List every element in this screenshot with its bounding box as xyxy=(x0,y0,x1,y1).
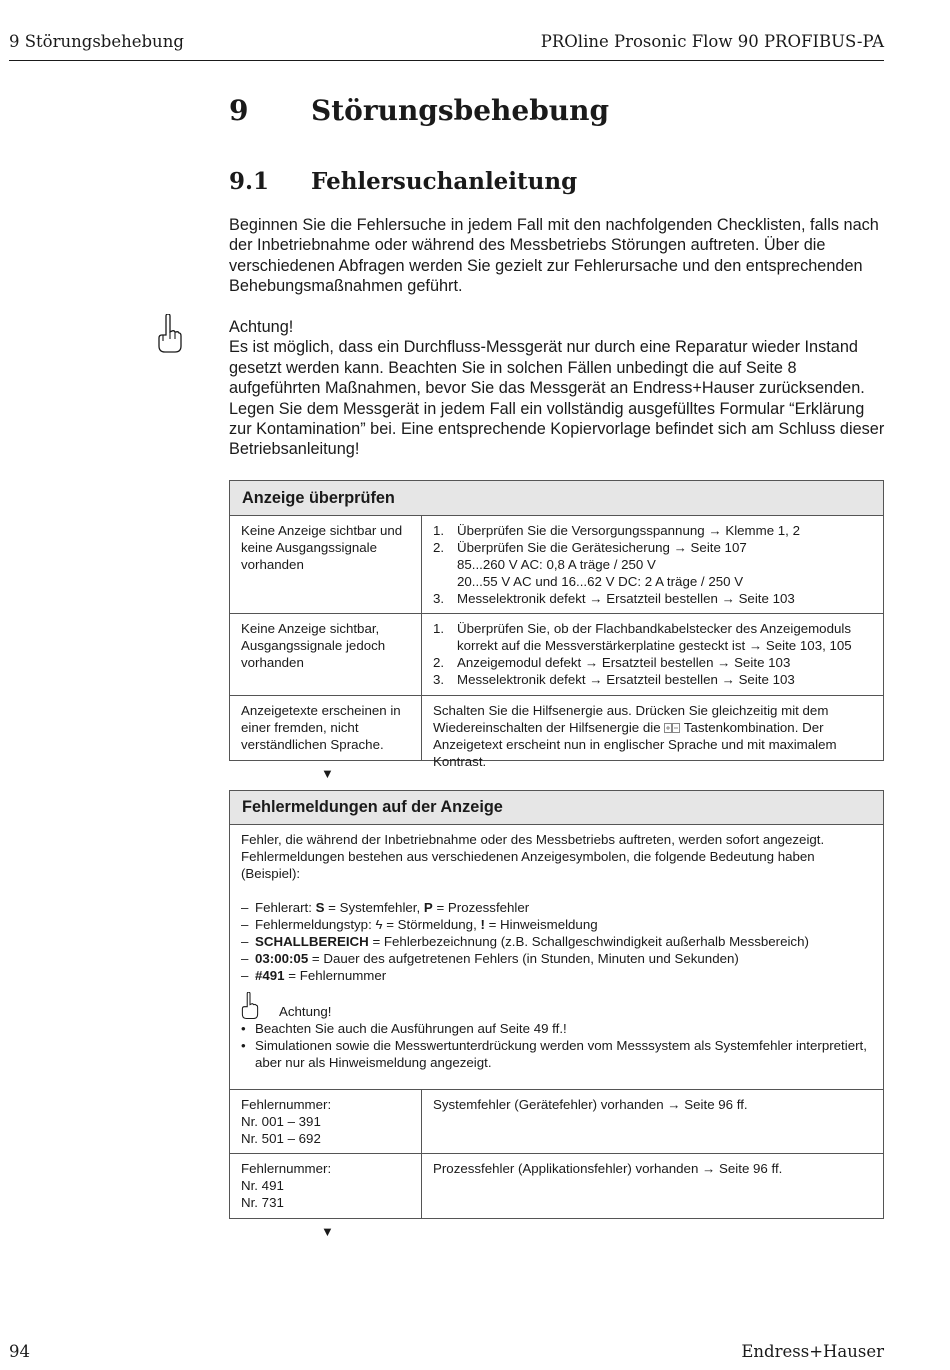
error-messages-title: Fehlermeldungen auf der Anzeige xyxy=(230,791,883,825)
list-item: 2. Überprüfen Sie die Gerätesicherung → Seite 107 xyxy=(433,540,747,555)
flow-arrow-down: ▼ xyxy=(321,1224,334,1239)
cause-cell: Anzeigetexte erscheinen in einer fremden, nicht verständlichen Sprache. xyxy=(230,696,422,760)
table-row xyxy=(230,614,883,696)
list-item: – Fehlermeldungstyp: ϟ = Störmeldung, ! = Hinweismeldung xyxy=(241,917,598,932)
table-row xyxy=(230,696,883,769)
running-header-chapter: 9 Störungsbehebung xyxy=(9,32,184,51)
error-number-cell: Fehlernummer: Nr. 001 – 391 Nr. 501 – 692 xyxy=(230,1090,422,1153)
error-type-cell: Prozessfehler (Applikationsfehler) vorhanden → Seite 96 ff. xyxy=(433,1161,783,1176)
list-item: 20...55 V AC und 16...62 V DC: 2 A träge / 250 V xyxy=(457,574,744,589)
page-number: 94 xyxy=(9,1342,30,1361)
list-item: 1. Überprüfen Sie, ob der Flachbandkabelstecker des Anzeigemoduls korrekt auf die Messverstärkerplatine gesteckt ist → Seite 103, 105 xyxy=(433,621,852,653)
section-title: Fehlersuchanleitung xyxy=(311,168,578,195)
remedy-cell xyxy=(422,516,883,613)
error-messages-table xyxy=(229,790,884,1219)
warning-title: Achtung! xyxy=(229,318,294,336)
error-messages-description xyxy=(230,825,883,1090)
cause-cell: Keine Anzeige sichtbar, Ausgangssignale jedoch vorhanden xyxy=(230,614,422,695)
pointing-hand-icon xyxy=(157,314,183,354)
remedy-cell xyxy=(422,614,883,695)
warning-block xyxy=(229,317,885,460)
list-item: – SCHALLBEREICH = Fehlerbezeichnung (z.B. Schallgeschwindigkeit außerhalb Messbereich) xyxy=(241,934,809,949)
lightning-icon: ϟ xyxy=(375,917,383,932)
running-header-product: PROline Prosonic Flow 90 PROFIBUS-PA xyxy=(540,32,884,51)
chapter-title: Störungsbehebung xyxy=(311,94,610,127)
pointing-hand-icon xyxy=(241,992,259,1020)
warning-text: Es ist möglich, dass ein Durchfluss-Messgerät nur durch eine Reparatur wieder Instand gesetzt werden kann. Beachten Sie in solchen Fällen unbedingt die auf Seite 8 aufgeführten Maßnahmen, bevor Sie das Messgerät an Endress+Hauser zurücksenden. Legen Sie dem Messgerät in jedem Fall ein vollständig ausgefülltes Formular “Erklärung zur Kontamination” bei. Eine entsprechende Kopiervorlage befindet sich am Schluss dieser Betriebsanleitung! xyxy=(229,338,885,459)
list-item: 3. Messelektronik defekt → Ersatzteil bestellen → Seite 103 xyxy=(433,591,795,606)
list-item: – Fehlerart: S = Systemfehler, P = Prozessfehler xyxy=(241,900,530,915)
list-item: – 03:00:05 = Dauer des aufgetretenen Fehlers (in Stunden, Minuten und Sekunden) xyxy=(241,951,739,966)
section-heading xyxy=(229,168,577,195)
list-item: 1. Überprüfen Sie die Versorgungsspannung → Klemme 1, 2 xyxy=(433,523,800,538)
display-check-table xyxy=(229,480,884,769)
remedy-cell: Schalten Sie die Hilfsenergie aus. Drücken Sie gleichzeitig mit dem Wiedereinschalten der Hilfsenergie die Tastenkombination. Der Anzeigetext erscheint nun in englischer Sprache und mit maximalem Kontrast. xyxy=(433,703,837,769)
display-check-title: Anzeige überprüfen xyxy=(230,481,883,516)
table-row xyxy=(230,1154,883,1218)
flow-arrow-down: ▼ xyxy=(321,766,334,781)
table-row xyxy=(230,516,883,614)
list-item: 85...260 V AC: 0,8 A träge / 250 V xyxy=(457,557,656,572)
list-item: • Simulationen sowie die Messwertunterdrückung werden vom Messsystem als Systemfehler interpretiert, aber nur als Hinweismeldung angezeigt. xyxy=(241,1038,867,1070)
intro-paragraph: Beginnen Sie die Fehlersuche in jedem Fall mit den nachfolgenden Checklisten, falls nach der Inbetriebnahme oder während des Messbetriebs Störungen auftreten. Über die verschiedenen Abfragen werden Sie gezielt zur Fehlerursache und den entsprechenden Behebungsmaßnahmen geführt. xyxy=(229,216,879,296)
chapter-number: 9 xyxy=(229,94,249,127)
error-type-cell: Systemfehler (Gerätefehler) vorhanden → Seite 96 ff. xyxy=(433,1097,748,1112)
list-item: • Beachten Sie auch die Ausführungen auf Seite 49 ff.! xyxy=(241,1021,567,1036)
chapter-heading xyxy=(229,94,609,127)
header-rule xyxy=(9,60,884,61)
error-intro: Fehler, die während der Inbetriebnahme oder des Messbetriebs auftreten, werden sofort angezeigt. Fehlermeldungen bestehen aus verschiedenen Anzeigesymbolen, die folgende Bedeutung haben (Beispiel): xyxy=(241,832,825,881)
table-row xyxy=(230,1090,883,1154)
section-number: 9.1 xyxy=(229,168,270,195)
list-item: 3. Messelektronik defekt → Ersatzteil bestellen → Seite 103 xyxy=(433,672,795,687)
list-item: 2. Anzeigemodul defekt → Ersatzteil bestellen → Seite 103 xyxy=(433,655,791,670)
brand-logo-text: Endress+Hauser xyxy=(741,1342,884,1361)
error-number-cell: Fehlernummer: Nr. 491 Nr. 731 xyxy=(230,1154,422,1218)
cause-cell: Keine Anzeige sichtbar und keine Ausgangssignale vorhanden xyxy=(230,516,422,613)
key-combination-icon xyxy=(664,721,680,733)
note-title: Achtung! xyxy=(279,1004,332,1019)
list-item: – #491 = Fehlernummer xyxy=(241,968,387,983)
